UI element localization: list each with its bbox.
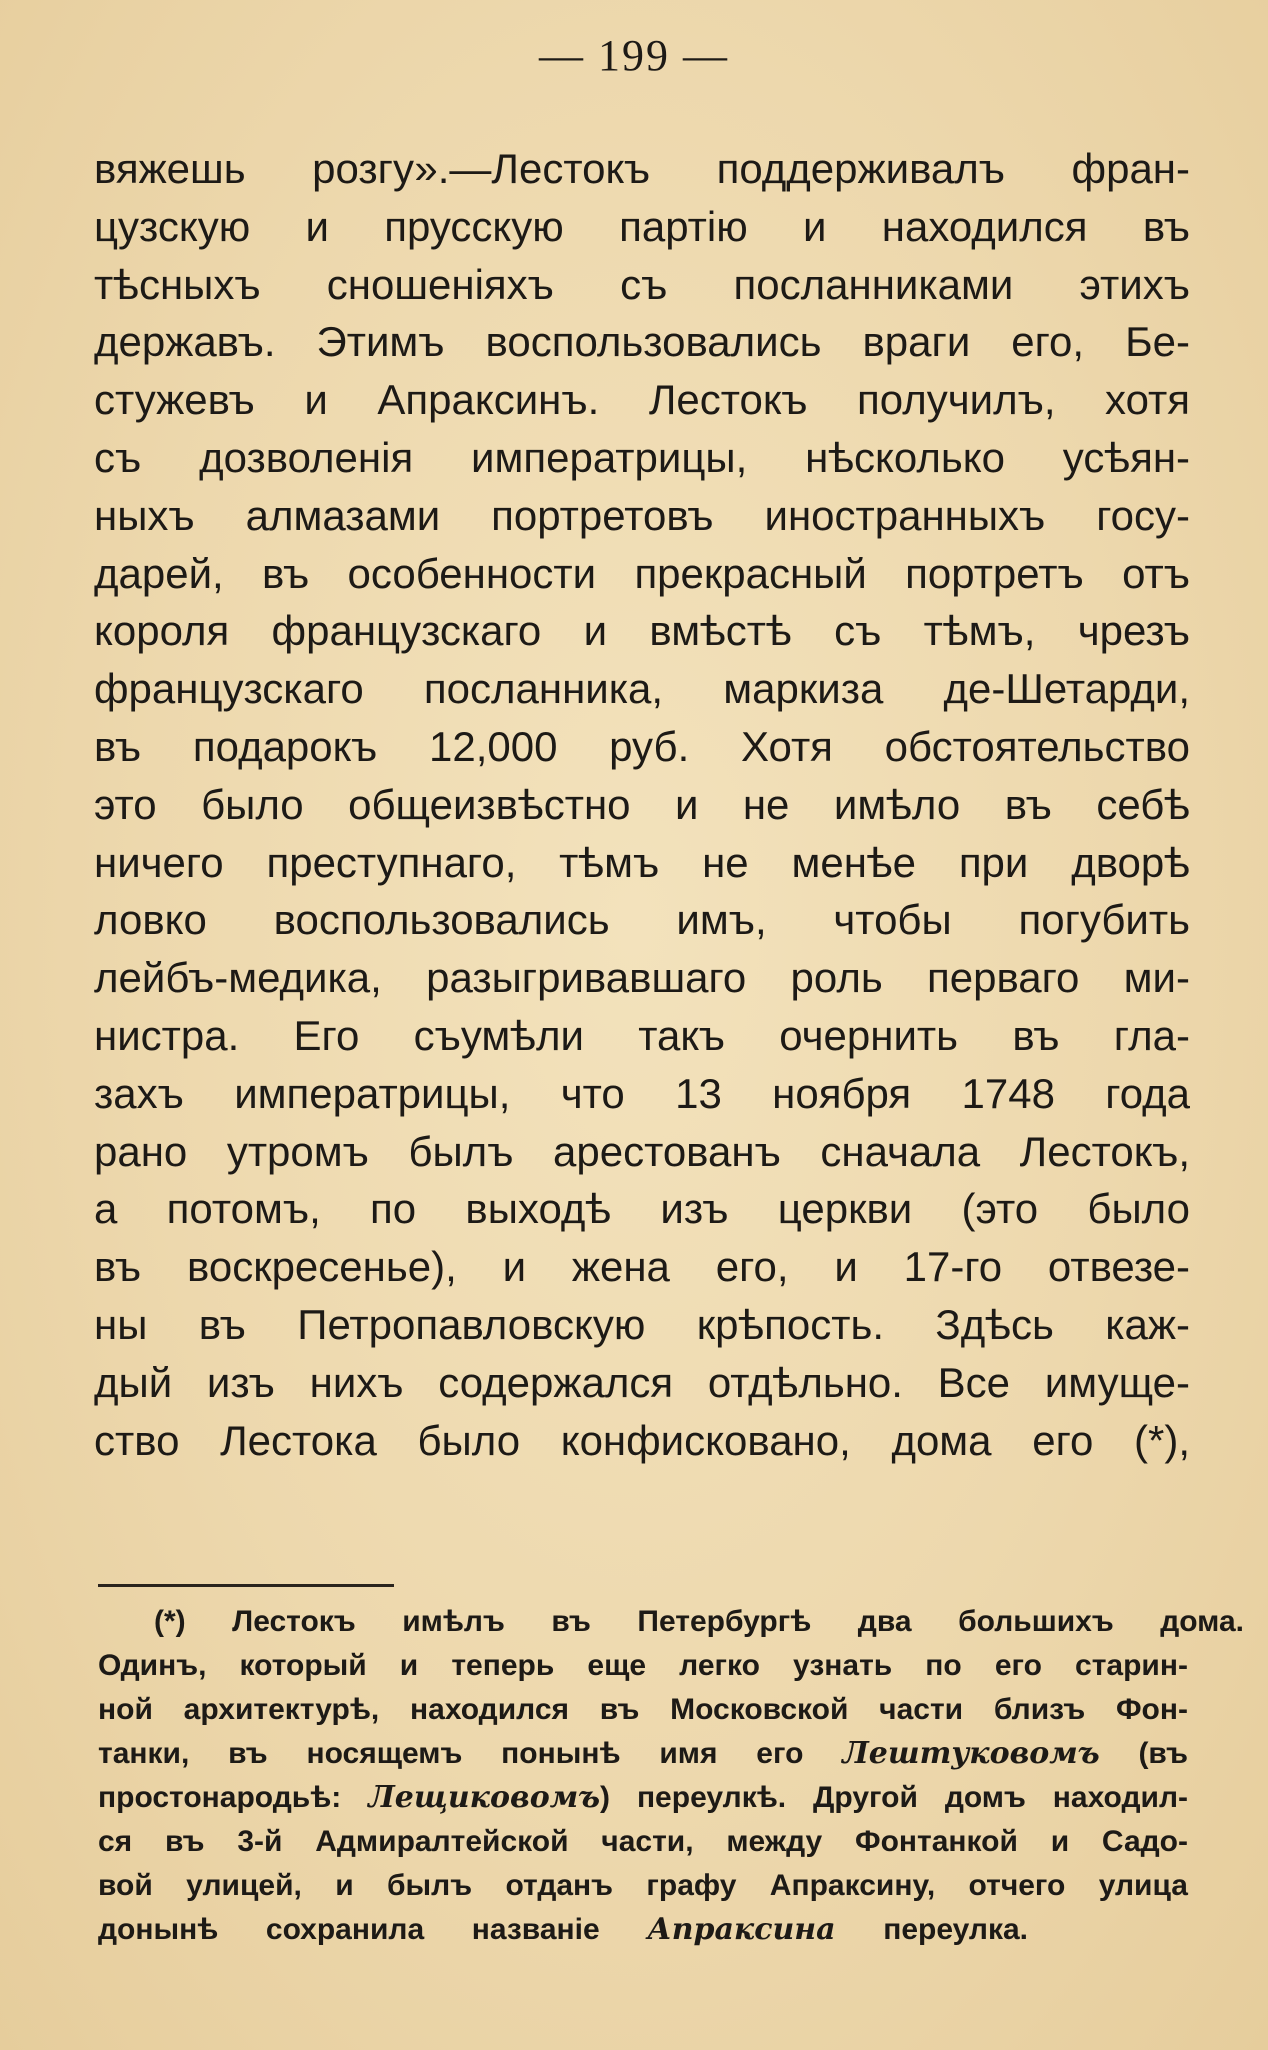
page-number: — 199 —	[539, 31, 729, 80]
text-line: ны въ Петропавловскую крѣпость. Здѣсь каж-	[94, 1300, 1190, 1348]
footnote-text: донынѣ сохранила названіе	[98, 1913, 648, 1946]
footnote-text: ) переулкѣ. Другой домъ находил-	[600, 1781, 1188, 1814]
text-line: ныхъ алмазами портретовъ иностранныхъ госу-	[94, 491, 1190, 539]
text-line: это было общеизвѣстно и не имѣло въ себѣ	[94, 780, 1190, 828]
footnote-line	[98, 1600, 1244, 1644]
footnote-text: переулка.	[835, 1913, 1029, 1946]
footnote-line	[98, 1820, 1188, 1864]
footnote-text: ной архитектурѣ, находился въ Московской части близъ Фон-	[98, 1693, 1188, 1726]
text-line: тѣсныхъ сношеніяхъ съ посланниками этихъ	[94, 260, 1190, 308]
footnote-text: (*) Лестокъ имѣлъ въ Петербургѣ два большихъ дома.	[154, 1605, 1244, 1638]
text-line: дарей, въ особенности прекрасный портретъ отъ	[94, 549, 1190, 597]
text-line: ство Лестока было конфисковано, дома его (*),	[94, 1416, 1190, 1464]
footnote-separator	[98, 1584, 394, 1587]
text-line: державъ. Этимъ воспользовались враги его, Бе-	[94, 318, 1190, 366]
text-line: дый изъ нихъ содержался отдѣльно. Все имуще-	[94, 1358, 1190, 1406]
text-line: цузскую и прусскую партію и находился въ	[94, 202, 1190, 250]
text-line: ничего преступнаго, тѣмъ не менѣе при дворѣ	[94, 838, 1190, 886]
text-line: короля французскаго и вмѣстѣ съ тѣмъ, чрезъ	[94, 607, 1190, 655]
text-line: а потомъ, по выходѣ изъ церкви (это было	[94, 1185, 1190, 1233]
text-line: французскаго посланника, маркиза де-Шетарди,	[94, 665, 1190, 713]
text-line: стужевъ и Апраксинъ. Лестокъ получилъ, хотя	[94, 376, 1190, 424]
text-line: въ подарокъ 12,000 руб. Хотя обстоятельство	[94, 722, 1190, 770]
text-line: лейбъ-медика, разыгривавшаго роль перваго ми-	[94, 954, 1190, 1002]
text-line: съ дозволенія императрицы, нѣсколько усѣян-	[94, 433, 1190, 481]
footnote-text: простонародьѣ:	[98, 1781, 369, 1814]
text-line: ловко воспользовались имъ, чтобы погубить	[94, 896, 1190, 944]
footnote	[98, 1600, 1244, 1952]
text-line: нистра. Его съумѣли такъ очернить въ гла-	[94, 1011, 1190, 1059]
footnote-italic-name: Лештуковомъ	[842, 1736, 1100, 1771]
footnote-line	[98, 1644, 1188, 1688]
text-line: въ воскресенье), и жена его, и 17-го отвезе-	[94, 1243, 1190, 1291]
main-text	[94, 140, 1190, 1469]
footnote-text: Одинъ, который и теперь еще легко узнать по его старин-	[98, 1649, 1188, 1682]
footnote-line	[98, 1732, 1188, 1776]
footnote-text: ся въ 3-й Адмиралтейской части, между Фонтанкой и Садо-	[98, 1825, 1188, 1858]
footnote-italic-name: Лещиковомъ	[368, 1780, 601, 1815]
footnote-text: (въ	[1099, 1737, 1189, 1770]
footnote-italic-name: Апраксина	[647, 1912, 836, 1947]
text-line: захъ императрицы, что 13 ноября 1748 года	[94, 1069, 1190, 1117]
text-line: вяжешь розгу».—Лестокъ поддерживалъ фран-	[94, 145, 1190, 192]
footnote-line	[98, 1688, 1188, 1732]
footnote-text: танки, въ носящемъ понынѣ имя его	[98, 1737, 843, 1770]
footnote-line	[98, 1776, 1188, 1820]
footnote-text: вой улицей, и былъ отданъ графу Апраксину, отчего улица	[98, 1869, 1188, 1902]
footnote-line	[98, 1864, 1188, 1908]
text-line: рано утромъ былъ арестованъ сначала Лестокъ,	[94, 1127, 1190, 1175]
footnote-line	[98, 1908, 1188, 1952]
